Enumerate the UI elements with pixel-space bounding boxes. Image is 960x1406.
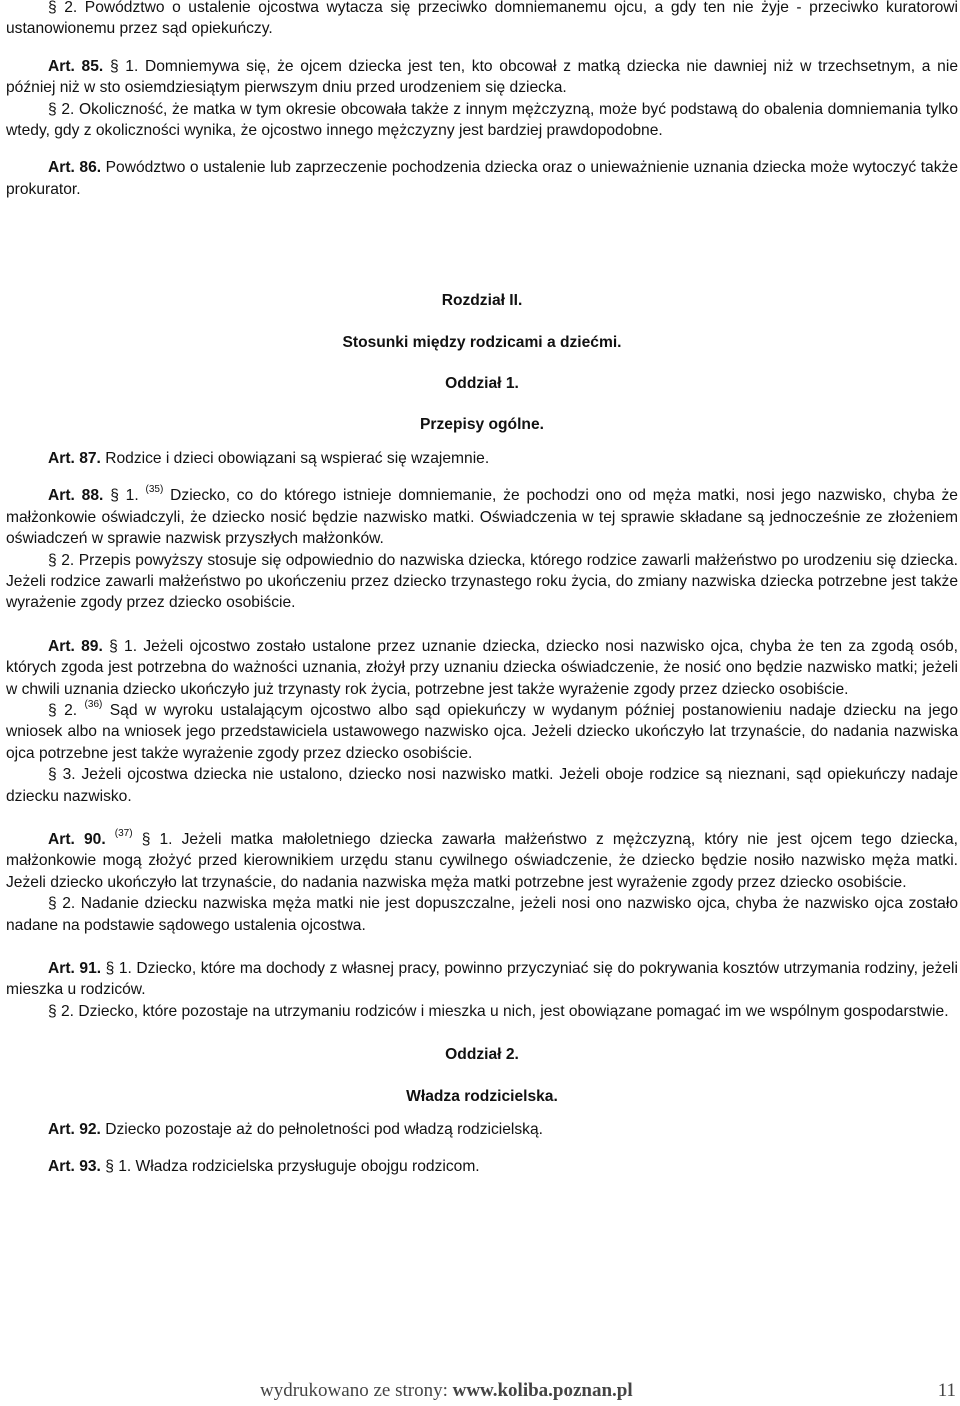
article-88 [6,485,958,549]
chapter-title: Stosunki między rodzicami a dziećmi. [342,333,622,351]
article-label: Art. 87. [48,449,101,467]
article-text: Rodzice i dzieci obowiązani są wspierać się wzajemnie. [105,449,490,467]
footer-source-prefix: wydrukowano ze strony: [260,1380,448,1401]
article-92 [6,1119,958,1140]
division-heading: Oddział 2. [445,1046,519,1064]
footer-source [260,1380,633,1401]
article-87 [6,448,958,469]
article-90 [6,829,958,893]
article-label: Art. 93. [48,1158,101,1176]
article-text: Dziecko pozostaje aż do pełnoletności pod władzą rodzicielską. [105,1121,543,1139]
article-label: Art. 91. [48,960,102,977]
footer-source-url[interactable]: www.koliba.poznan.pl [452,1380,633,1401]
division-title: Przepisy ogólne. [420,416,544,434]
chapter-heading: Rozdział II. [441,292,523,310]
article-label: Art. 90. [48,830,106,848]
document-page [6,0,958,1178]
paragraph-85-2: § 2. Powództwo o ustalenie ojcostwa wytacza się przeciwko domniemanemu ojcu, a gdy ten nie żyje - przeciwko kuratorowi ustanowionemu przez sąd opiekuńczy. [6,0,958,38]
article-text: Dziecko, co do którego istnieje domniemanie, że pochodzi ono od męża matki, nosi jego nazwisko, chyba że małżonkowie oświadczyli, że dziecko nosić będzie nazwisko matki. Oświadczenia w tej sprawie składane są jednocześnie ze złożeniem oświadczeń w sprawie nazwisk przyszłych małżonków. [6,487,958,548]
article-88-section-2: § 2. Przepis powyższy stosuje się odpowiednio do nazwiska dziecka, którego rodzice zawarli małżeństwo po urodzeniu się dziecka. Jeżeli rodzice zawarli małżeństwo po ukończeniu przez dziecko trzynastego roku życia, do zmiany nazwiska dziecka potrzebne jest także wyrażenie zgody przez dziecko osobiście. [6,551,958,612]
article-label: Art. 89. [48,637,103,655]
article-text: Powództwo o ustalenie lub zaprzeczenie pochodzenia dziecka oraz o unieważnienie uznania dziecka może wytoczyć także prokurator. [6,159,958,198]
article-91 [6,958,958,1001]
footnote-ref: (35) [145,484,164,496]
article-text: § 1. Domniemywa się, że ojcem dziecka jest ten, kto obcował z matką dziecka nie dawniej niż w trzechsetnym, a nie później niż w sto osiemdziesiątym pierwszym dniu przed urodzeniem się dziecka. [6,57,958,97]
page-number: 11 [937,1380,956,1401]
division-title: Władza rodzicielska. [406,1087,558,1105]
article-label: Art. 88. [48,487,104,505]
article-text: § 1. Jeżeli matka małoletniego dziecka zawarła małżeństwo z mężczyzną, który nie jest ojcem tego dziecka, małżonkowie mogą złożyć przed kierownikiem urzędu stanu cywilnego oświadczenie, że dziecko będzie nosiło nazwisko męża matki. Jeżeli dziecko ukończyło lat trzynaście, do nadania nazwiska męża matki potrzebne jest wyrażenie zgody przez dziecko osobiście. [6,830,958,891]
article-text: § 1. Władza rodzicielska przysługuje obojgu rodzicom. [105,1158,480,1176]
article-label: Art. 86. [48,159,102,177]
article-text: § 1. Jeżeli ojcostwo zostało ustalone przez uznanie dziecka, dziecko nosi nazwisko ojca, chyba że ten za zgodą osób, których zgoda jest potrzebna do ważności uznania, złożył przy uznaniu dziecka oświadczenie, że nosić ono będzie nazwisko matki; jeżeli w chwili uznania dziecko ukończyło już trzynasty rok życia, potrzebne jest także wyrażenie zgody przez dziecko osobiście. [6,637,958,698]
article-89-section-3: § 3. Jeżeli ojcostwa dziecka nie ustalono, dziecko nosi nazwisko matki. Jeżeli oboje rodzice są nieznani, sąd opiekuńczy nadaje dziecku nazwisko. [6,766,958,805]
article-text: § 1. Dziecko, które ma dochody z własnej pracy, powinno przyczyniać się do pokrywania kosztów utrzymania rodziny, jeżeli mieszka u rodziców. [6,960,958,999]
article-label: Art. 85. [48,57,104,75]
section-mark: § 1. [110,487,139,505]
article-93 [6,1156,958,1177]
article-85 [6,56,958,99]
article-89-section-2 [6,700,958,764]
footnote-ref: (37) [114,827,133,839]
article-89 [6,636,958,700]
section-mark: § 2. [48,701,78,719]
article-label: Art. 92. [48,1121,101,1139]
article-86 [6,157,958,200]
article-text: Sąd w wyroku ustalającym ojcostwo albo sąd opiekuńczy w wydanym później postanowieniu nadaje dziecku na jego wniosek albo na wniosek jego przedstawiciela ustawowego nazwisko ojca. Jeżeli dziecko ukończyło lat trzynaście, do nadania nazwiska ojca potrzebne jest także wyrażenie zgody przez dziecko osobiście. [6,701,958,762]
article-90-section-2: § 2. Nadanie dziecku nazwiska męża matki nie jest dopuszczalne, jeżeli nosi ono nazwisko ojca, chyba że nazwisko ojca zostało nadane na podstawie sądowego ustalenia ojcostwa. [6,895,958,934]
article-91-section-2: § 2. Dziecko, które pozostaje na utrzymaniu rodziców i mieszka u nich, jest obowiązane pomagać im we wspólnym gospodarstwie. [48,1002,949,1020]
article-85-section-2: § 2. Okoliczność, że matka w tym okresie obcowała także z innym mężczyzną, może być podstawą do obalenia domniemania tylko wtedy, gdy z okoliczności wynika, że ojcostwo innego mężczyzny jest bardziej prawdopodobne. [6,100,958,140]
footnote-ref: (36) [84,698,103,710]
division-heading: Oddział 1. [445,375,519,393]
